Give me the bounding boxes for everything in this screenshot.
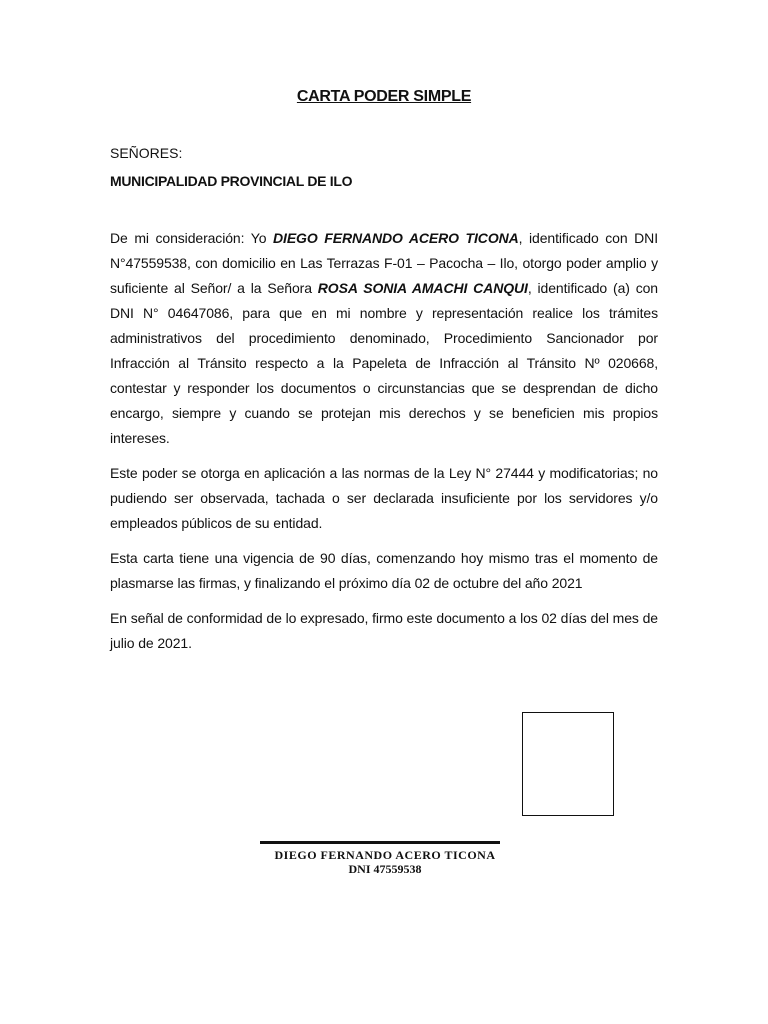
signer-name: DIEGO FERNANDO ACERO TICONA (274, 848, 496, 862)
paragraph-1-middle: , identificado con DNI N°47559538, con domicilio en Las Terrazas F-01 – Pacocha – Ilo, otorgo poder amplio y suficiente al Señor/ a la Señora (110, 230, 658, 296)
paragraph-conformity: En señal de conformidad de lo expresado, firmo este documento a los 02 días del mes de julio de 2021. (110, 610, 658, 651)
paragraph-1-intro: De mi consideración: Yo (110, 230, 274, 246)
fingerprint-box (522, 712, 614, 816)
salutation: SEÑORES: (110, 145, 183, 161)
attorney-name: ROSA SONIA AMACHI CANQUI (317, 280, 528, 296)
document-title: CARTA PODER SIMPLE (296, 88, 472, 105)
grantor-name: DIEGO FERNANDO ACERO TICONA (273, 230, 519, 246)
paragraph-power-grant (110, 226, 658, 451)
recipient: MUNICIPALIDAD PROVINCIAL DE ILO (110, 173, 353, 189)
letter-body (110, 226, 658, 666)
signature-line (260, 841, 500, 844)
paragraph-1-end: , identificado (a) con DNI N° 04647086, para que en mi nombre y representación realice los trámites administrativos del procedimiento denominado, Procedimiento Sancionador por Infracción al Tránsito respecto a la Papeleta de Infracción al Tránsito Nº 020668, contestar y responder los documentos o circunstancias que se desprendan de dicho encargo, siempre y cuando se protejan mis derechos y se beneficien mis propios intereses. (110, 280, 658, 446)
signer-dni: DNI 47559538 (348, 862, 422, 876)
paragraph-legal-basis: Este poder se otorga en aplicación a las normas de la Ley N° 27444 y modificatorias; no pudiendo ser observada, tachada o ser declarada insuficiente por los servidores y/o empleados públicos de su entidad. (110, 465, 658, 531)
paragraph-validity: Esta carta tiene una vigencia de 90 días, comenzando hoy mismo tras el momento de plasmarse las firmas, y finalizando el próximo día 02 de octubre del año 2021 (110, 550, 658, 591)
